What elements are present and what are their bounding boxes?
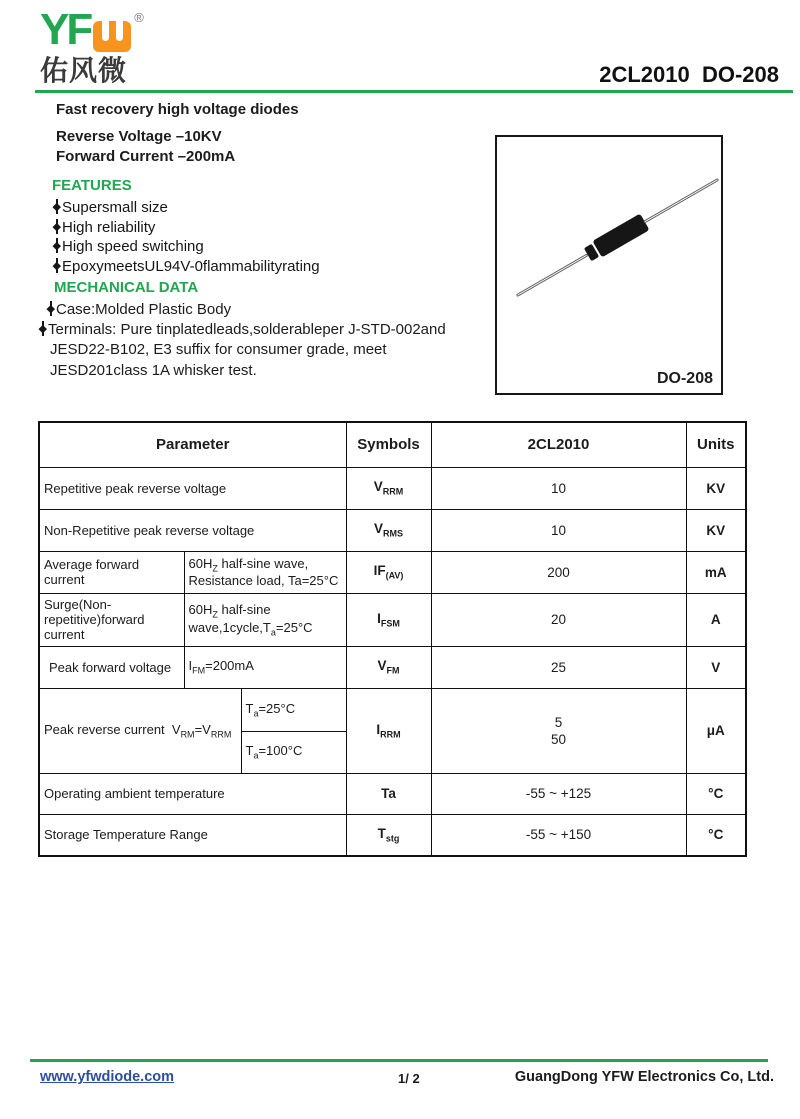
diode-lead <box>643 178 719 224</box>
mechanical-item-terminals <box>38 320 470 382</box>
diode-body <box>592 214 649 258</box>
diamond-bullet-icon <box>52 199 61 214</box>
mechanical-data-heading: MECHANICAL DATA <box>54 279 199 296</box>
table-row <box>39 551 746 593</box>
diamond-bullet-icon <box>52 238 61 253</box>
cell-symbol: $I_{FSM}$ <box>346 593 431 646</box>
cell-value: -55 ~ +125 <box>431 773 686 814</box>
header-part: 2CL2010 <box>431 422 686 467</box>
cell-unit: A <box>686 593 746 646</box>
cell-condition: $T_a=25^\circ C$ <box>241 688 346 731</box>
feature-item <box>52 237 320 257</box>
cell-unit: V <box>686 646 746 688</box>
diode-illustration <box>512 171 723 304</box>
cell-value: 10 <box>431 509 686 551</box>
mechanical-item-label: Terminals: Pure tinplatedleads,solderableper J-STD-002and JESD22-B102, E3 suffix for consumer grade, meet JESD201class 1A whisker test. <box>48 320 446 379</box>
cell-parameter: Surge(Non-repetitive)forward current <box>39 593 184 646</box>
feature-item <box>52 218 320 238</box>
cell-unit: KV <box>686 467 746 509</box>
cell-condition: $60H_Z$ half-sine wave, Resistance load, Ta=25°C <box>184 551 346 593</box>
header-units: Units <box>686 422 746 467</box>
table-row <box>39 509 746 551</box>
package-outline-box <box>495 135 723 395</box>
cell-parameter: Average forward current <box>39 551 184 593</box>
feature-item-label: EpoxymeetsUL94V-0flammabilityrating <box>62 257 320 275</box>
mechanical-data-section <box>38 279 470 381</box>
diamond-bullet-icon <box>46 301 55 316</box>
cell-parameter: Peak reverse current $V_{RM}=V_{RRM}$ <box>39 688 241 773</box>
cell-condition: $60H_Z$ half-sine $wave,1cycle,T_a=25^\circ C$ <box>184 593 346 646</box>
cell-unit: °C <box>686 773 746 814</box>
logo-chinese-name: 佑风微 <box>40 55 128 86</box>
reverse-voltage-line: Reverse Voltage –10KV <box>56 128 222 145</box>
table-row <box>39 814 746 856</box>
cell-parameter: Storage Temperature Range <box>39 814 346 856</box>
cell-symbol: $I_{RRM}$ <box>346 688 431 773</box>
features-heading: FEATURES <box>52 177 132 194</box>
cell-symbol: $V_{RMS}$ <box>346 509 431 551</box>
cell-unit: KV <box>686 509 746 551</box>
company-name: GuangDong YFW Electronics Co, Ltd. <box>514 1069 774 1085</box>
forward-current-line: Forward Current –200mA <box>56 148 236 165</box>
diamond-bullet-icon <box>38 321 47 336</box>
cell-condition: $I_{FM}=200mA$ <box>184 646 346 688</box>
feature-item-label: Supersmall size <box>62 199 168 216</box>
cell-symbol: $IF_{(AV)}$ <box>346 551 431 593</box>
cell-unit: °C <box>686 814 746 856</box>
header-symbols: Symbols <box>346 422 431 467</box>
registered-trademark-icon: ® <box>134 10 144 25</box>
cell-value: 20 <box>431 593 686 646</box>
logo-w-icon <box>93 21 131 52</box>
part-number-title: 2CL2010 DO-208 <box>599 62 779 87</box>
cell-symbol: Ta <box>346 773 431 814</box>
table-row <box>39 467 746 509</box>
cell-symbol: $T_{stg}$ <box>346 814 431 856</box>
footer-divider <box>30 1059 768 1062</box>
table-row <box>39 646 746 688</box>
website-link[interactable]: www.yfwdiode.com <box>40 1069 175 1085</box>
feature-item-label: High reliability <box>62 218 156 236</box>
page-indicator: 1/ 2 <box>398 1071 420 1086</box>
cell-value: 10 <box>431 467 686 509</box>
header-parameter: Parameter <box>39 422 346 467</box>
cell-parameter: Non-Repetitive peak reverse voltage <box>39 509 346 551</box>
cell-value: 5 50 <box>431 688 686 773</box>
table-header-row <box>39 422 746 467</box>
spec-table <box>38 421 747 857</box>
diamond-bullet-icon <box>52 219 61 234</box>
mechanical-item-case <box>46 300 470 320</box>
logo-yf-text: YF <box>40 5 91 54</box>
cell-unit: mA <box>686 551 746 593</box>
product-title: Fast recovery high voltage diodes <box>56 101 299 118</box>
mechanical-item-label: Case:Molded Plastic Body <box>56 301 232 318</box>
cell-parameter: Operating ambient temperature <box>39 773 346 814</box>
cell-unit: μA <box>686 688 746 773</box>
diamond-bullet-icon <box>52 258 61 273</box>
features-section <box>52 177 320 276</box>
feature-item-label: High speed switching <box>62 238 204 255</box>
cell-symbol: $V_{RRM}$ <box>346 467 431 509</box>
table-row <box>39 773 746 814</box>
cell-symbol: $V_{FM}$ <box>346 646 431 688</box>
header-divider <box>35 90 793 93</box>
cell-condition: $T_a=100^\circ C$ <box>241 731 346 773</box>
cell-parameter: Peak forward voltage <box>39 646 184 688</box>
diode-lead <box>516 253 589 297</box>
package-name-label: DO-208 <box>656 370 713 387</box>
cell-value: 200 <box>431 551 686 593</box>
feature-item <box>52 257 320 277</box>
intro-section <box>56 101 299 167</box>
yfw-logo <box>40 6 144 87</box>
feature-item <box>52 198 320 218</box>
cell-parameter: Repetitive peak reverse voltage <box>39 467 346 509</box>
cell-value: -55 ~ +150 <box>431 814 686 856</box>
table-row <box>39 593 746 646</box>
cell-value: 25 <box>431 646 686 688</box>
table-row <box>39 688 746 731</box>
